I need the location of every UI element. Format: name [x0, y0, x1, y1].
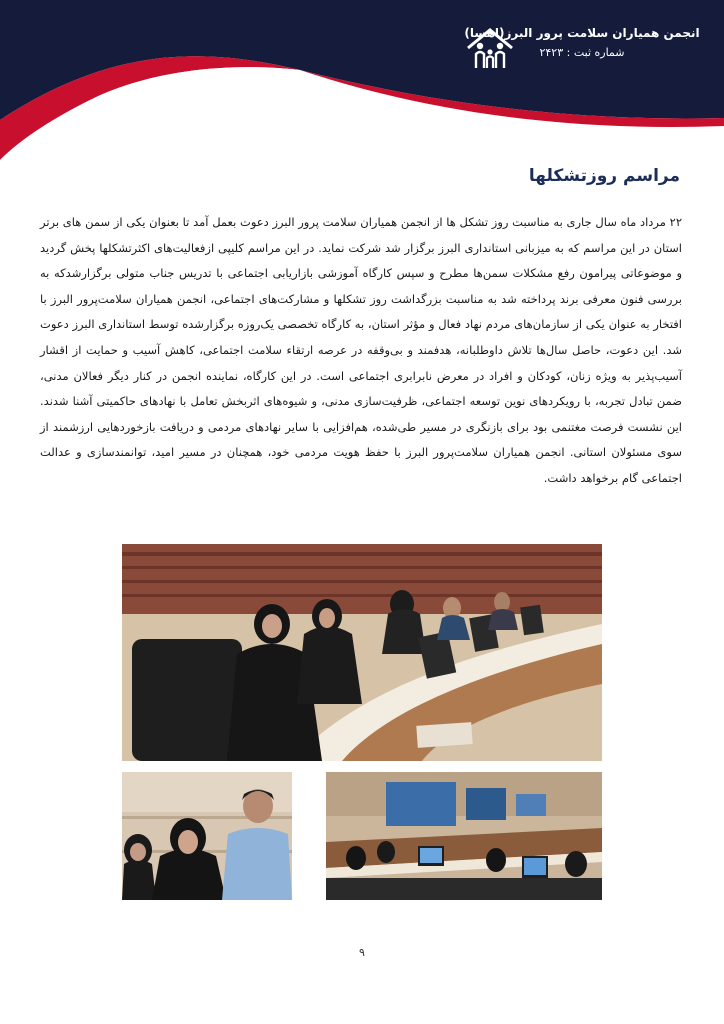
group-portrait-photo	[122, 772, 292, 900]
meeting-hall-photo	[326, 772, 602, 900]
organization-name: انجمن همیاران سلامت پرور البرز(اهسا)	[464, 26, 700, 40]
header-banner	[0, 0, 724, 160]
conference-photo-main	[122, 544, 602, 761]
header-swoosh-graphic	[0, 0, 724, 160]
registration-number: شماره ثبت : ۲۴۲۳	[539, 46, 625, 59]
article-body: ۲۲ مرداد ماه سال جاری به مناسبت روز تشکل ها از انجمن همیاران سلامت پرور البرز دعوت بعمل آمد تا بعنوان یکی از سمن های برتر استان در این مراسم که به میزبانی استانداری البرز برگزار شد شرکت نماید. در این مراسم کلیپی ازفعالیت‌های اکثرتشکلها پخش گردید و موضوعاتی پیرامون رفع مشکلات سمن‌ها مطرح و سپس کارگاه آموزشی بازاریابی اجتماعی با تدریس جناب متولی برگزارشدکه به بررسی فنون معرفی برند پرداخته شد به مناسبت بزرگداشت روز تشکلها و مشارکت‌های اجتماعی، انجمن همیاران سلامت‌پرور البرز با افتخار به عنوان یکی از سازمان‌های مردم نهاد فعال و مؤثر استان، به کارگاه تخصصی یک‌روزه برگزارشده توسط استانداری البرز دعوت شد. این دعوت، حاصل سال‌ها تلاش داوطلبانه، هدفمند و بی‌وقفه در عرصه ارتقاء سلامت اجتماعی، کاهش آسیب و حمایت از اقشار آسیب‌پذیر به ویژه زنان، کودکان و افراد در معرض نابرابری اجتماعی است. در این کارگاه، نماینده انجمن در کنار دیگر فعالان مدنی، ضمن تبادل تجربه، با رویکردهای نوین توسعه اجتماعی، ظرفیت‌سازی مدنی، و شیوه‌های اثربخش تعامل با نهادهای حاکمیتی آشنا شدند. این نشست فرصت مغتنمی بود برای بازنگری در مسیر طی‌شده، هم‌افزایی با سایر نهادهای مردمی و دریافت بازخوردهایی ارزشمند از سوی مسئولان استانی. انجمن همیاران سلامت‌پرور البرز با حفظ هویت مردمی خود، همچنان در مسیر امید، توانمندسازی و عدالت اجتماعی گام برخواهد داشت.	[40, 215, 682, 485]
organization-block	[462, 26, 702, 59]
organization-logo-icon	[462, 26, 518, 72]
article-title: مراسم روزتشکلها	[528, 166, 680, 186]
page-number: ۹	[359, 946, 365, 959]
